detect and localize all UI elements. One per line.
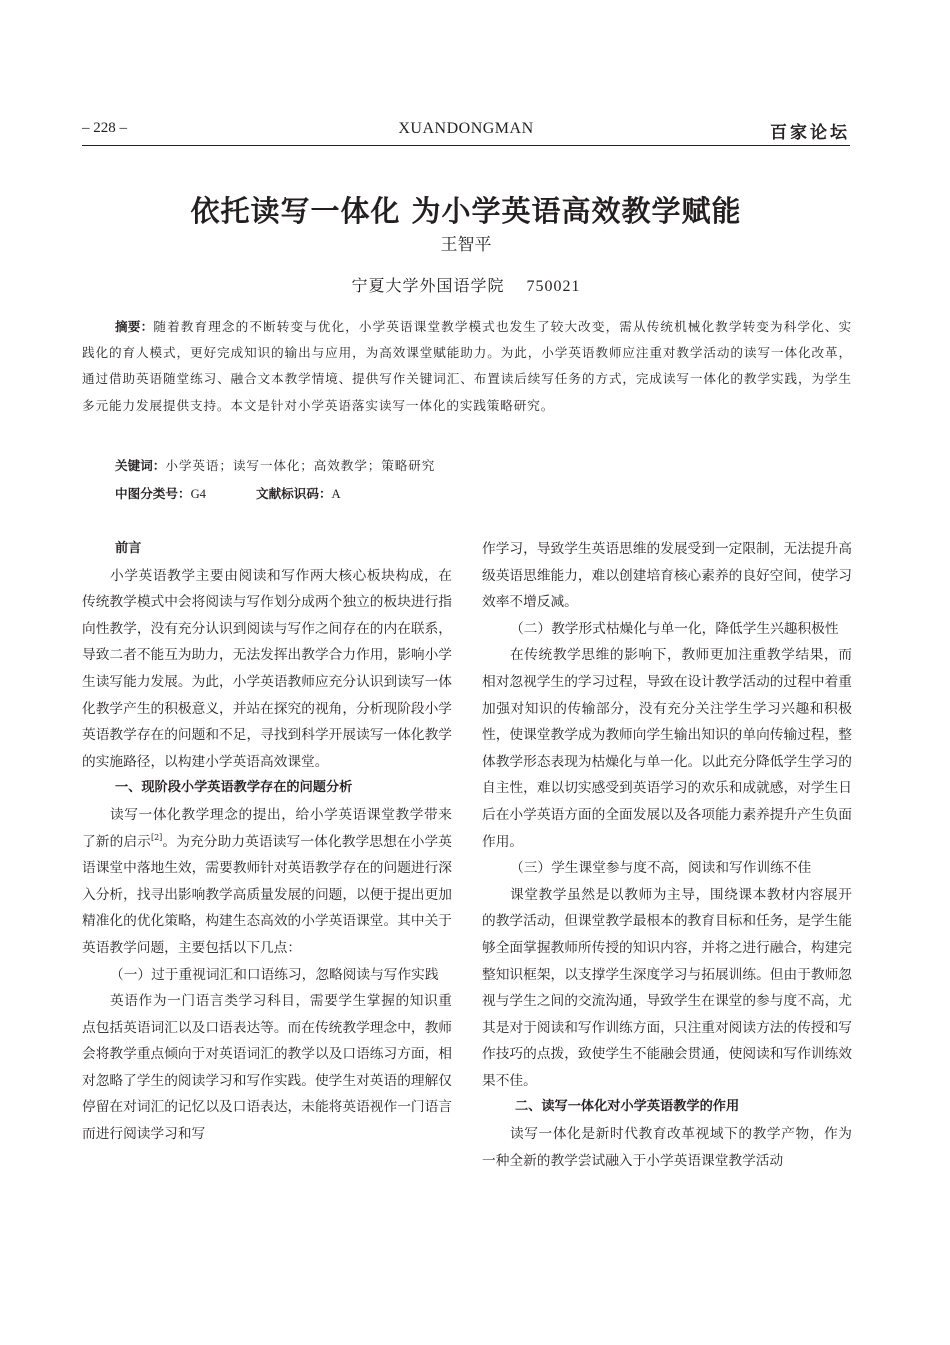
header-rule: [82, 145, 850, 146]
section-1-text-b: 。为充分助力英语读写一体化教学思想在小学英语课堂中落地生效，需要教师针对英语教学存在的问题进行深入分析，找寻出影响教学高质量发展的问题，以便于提出更加精准化的优化策略，构建生态高效的小学英语课堂。其中关于英语教学问题，主要包括以下几点：: [82, 833, 452, 956]
section-1-heading: 一、现阶段小学英语教学存在的问题分析: [115, 780, 353, 796]
section-1-text-a: 读写一体化教学理念的提出，给小学英语课堂教学带来了新的启示: [82, 806, 452, 850]
left-column: [82, 536, 452, 1148]
doc-code-value: A: [331, 487, 341, 501]
journal-name: XUANDONGMAN: [398, 120, 534, 137]
subsection-1-2-heading: （二）教学形式枯燥化与单一化，降低学生兴趣积极性: [510, 620, 839, 637]
keywords-text: 小学英语；读写一体化；高效教学；策略研究: [165, 458, 436, 473]
citation-ref: [2]: [150, 832, 163, 842]
subsection-1-3-heading: （三）学生课堂参与度不高，阅读和写作训练不佳: [510, 860, 812, 877]
subsection-1-1-continued: 作学习，导致学生英语思维的发展受到一定限制，无法提升高级英语思维能力，难以创建培育核心素养的良好空间，使学习效率不增反减。: [482, 541, 852, 611]
postcode: 750021: [526, 278, 581, 295]
abstract-label: 摘要：: [115, 319, 154, 334]
preface-heading: 前言: [115, 541, 142, 556]
preface-paragraph: 小学英语教学主要由阅读和写作两大核心板块构成，在传统教学模式中会将阅读与写作划分成两个独立的板块进行指向性教学，没有充分认识到阅读与写作之间存在的内在联系，导致二者不能互为助力，无法发挥出教学合力作用，影响小学生读写能力发展。为此，小学英语教师应充分认识到读写一体化教学产生的积极意义，并站在探究的视角，分析现阶段小学英语教学存在的问题和不足，寻找到科学开展读写一体化教学的实施路径，以构建小学英语高效课堂。: [82, 567, 452, 770]
keywords-label: 关键词：: [115, 458, 166, 473]
clc-value: G4: [190, 487, 206, 501]
abstract: [82, 314, 852, 419]
subsection-1-1-heading: （一）过于重视词汇和口语练习，忽略阅读与写作实践: [110, 966, 439, 983]
affiliation-name: 宁夏大学外国语学院: [351, 276, 505, 295]
right-column: [482, 536, 852, 1174]
subsection-1-3-paragraph: 课堂教学虽然是以教师为主导，围绕课本教材内容展开的教学活动，但课堂教学最根本的教育目标和任务，是学生能够全面掌握教师所传授的知识内容，并将之进行融合，构建完整知识框架，以支撑学生深度学习与拓展训练。但由于教师忽视与学生之间的交流沟通，导致学生在课堂的参与度不高，尤其是对于阅读和写作训练方面，只注重对阅读方法的传授和写作技巧的点拨，致使学生不能融会贯通，使阅读和写作训练效果不佳。: [482, 886, 852, 1089]
page-number: – 228 –: [82, 120, 127, 136]
affiliation: [82, 273, 850, 296]
subsection-1-2-paragraph: 在传统教学思维的影响下，教师更加注重教学结果，而相对忽视学生的学习过程，导致在设计教学活动的过程中着重加强对知识的传输部分，没有充分关注学生学习兴趣和积极性，使课堂教学成为教师向学生输出知识的单向传输过程，整体教学形态表现为枯燥化与单一化。以此充分降低学生学习的自主性，难以切实感受到英语学习的欢乐和成就感，对学生日后在小学英语方面的全面发展以及各项能力素养提升产生负面作用。: [482, 647, 852, 850]
section-name: 百家论坛: [770, 123, 850, 143]
section-2-paragraph: 读写一体化是新时代教育改革视域下的教学产物，作为一种全新的教学尝试融入于小学英语课堂教学活动: [482, 1126, 852, 1169]
section-1-paragraph: [82, 802, 452, 962]
section-2-heading: 二、读写一体化对小学英语教学的作用: [515, 1099, 740, 1115]
author-name: 王智平: [440, 235, 492, 255]
clc-label: 中图分类号：: [115, 486, 191, 501]
abstract-text: 随着教育理念的不断转变与优化，小学英语课堂教学模式也发生了较大改变，需从传统机械化教学转变为科学化、实践化的育人模式，更好完成知识的输出与应用，为高效课堂赋能助力。为此，小学英语教师应注重对教学活动的读写一体化改革，通过借助英语随堂练习、融合文本教学情境、提供写作关键词汇、布置读后续写任务的方式，完成读写一体化的教学实践，为学生多元能力发展提供支持。本文是针对小学英语落实读写一体化的实践策略研究。: [82, 319, 852, 413]
doc-code-label: 文献标识码：: [255, 486, 332, 501]
subsection-1-1-paragraph: 英语作为一门语言类学习科目，需要学生掌握的知识重点包括英语词汇以及口语表达等。而在传统教学理念中，教师会将教学重点倾向于对英语词汇的教学以及口语练习方面，相对忽略了学生的阅读学习和写作实践。使学生对英语的理解仅停留在对词汇的记忆以及口语表达，未能将英语视作一门语言而进行阅读学习和写: [82, 993, 452, 1143]
classification: [115, 483, 387, 502]
article-title: 依托读写一体化 为小学英语高效教学赋能: [190, 194, 742, 229]
running-header: [82, 118, 850, 142]
keywords: [115, 455, 435, 474]
